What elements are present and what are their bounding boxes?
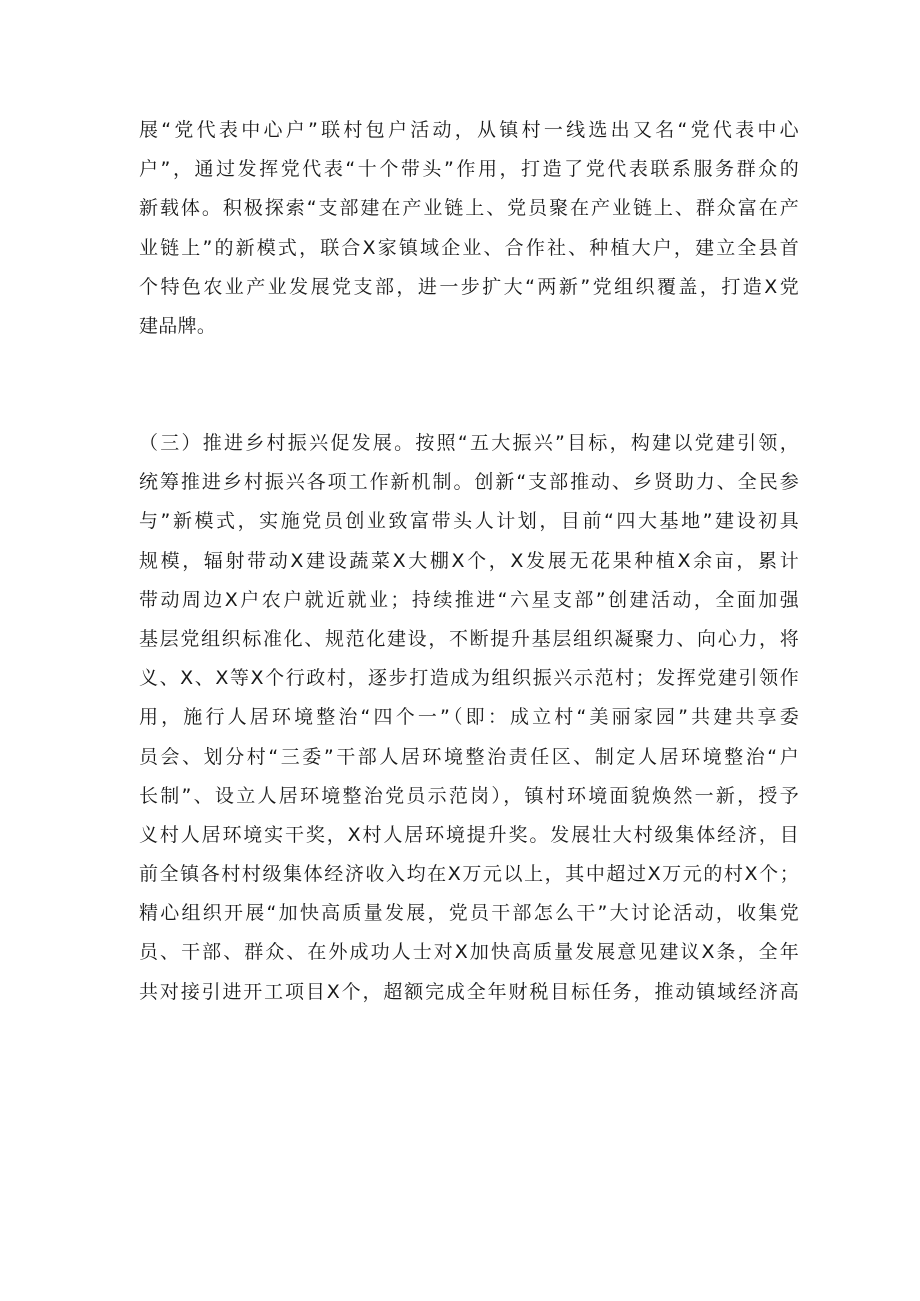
text-line: （三）推进乡村振兴促发展。按照“五大振兴”目标，构建以党建引领， bbox=[139, 432, 799, 454]
text-line: 基层党组织标准化、规范化建设，不断提升基层组织凝聚力、向心力，将 bbox=[139, 627, 799, 650]
text-line: 统筹推进乡村振兴各项工作新机制。创新“支部推动、乡贤助力、全民参 bbox=[139, 471, 799, 494]
text-line: 新载体。积极探索“支部建在产业链上、党员聚在产业链上、群众富在产 bbox=[139, 197, 799, 220]
text-line: 长制”、设立人居环境整治党员示范岗），镇村环境面貌焕然一新，授予 bbox=[139, 784, 799, 807]
text-line: 规模，辐射带动X建设蔬菜X大棚X个，X发展无花果种植X余亩，累计 bbox=[139, 549, 799, 572]
text-line: 展“党代表中心户”联村包户活动，从镇村一线选出又名“党代表中心 bbox=[139, 119, 799, 141]
text-line: 义村人居环境实干奖，X村人居环境提升奖。发展壮大村级集体经济，目 bbox=[139, 823, 799, 846]
text-line: 带动周边X户农户就近就业；持续推进“六星支部”创建活动，全面加强 bbox=[139, 588, 799, 611]
paragraph-party-representative bbox=[139, 111, 799, 346]
text-line: 业链上”的新模式，联合X家镇域企业、合作社、种植大户，建立全县首 bbox=[139, 236, 799, 259]
text-line: 建品牌。 bbox=[139, 314, 217, 337]
text-line: 共对接引进开工项目X个，超额完成全年财税目标任务，推动镇域经济高 bbox=[139, 980, 799, 1003]
text-line: 义、X、X等X个行政村，逐步打造成为组织振兴示范村；发挥党建引领作 bbox=[139, 667, 799, 690]
text-line: 员会、划分村“三委”干部人居环境整治责任区、制定人居环境整治“户 bbox=[139, 745, 799, 768]
text-line: 精心组织开展“加快高质量发展，党员干部怎么干”大讨论活动，收集党 bbox=[139, 902, 799, 925]
text-line: 前全镇各村村级集体经济收入均在X万元以上，其中超过X万元的村X个； bbox=[139, 863, 799, 886]
text-line: 户”，通过发挥党代表“十个带头”作用，打造了党代表联系服务群众的 bbox=[139, 158, 799, 181]
text-line: 用，施行人居环境整治“四个一”（即：成立村“美丽家园”共建共享委 bbox=[139, 706, 799, 729]
text-line: 员、干部、群众、在外成功人士对X加快高质量发展意见建议X条，全年 bbox=[139, 941, 799, 964]
text-line: 与”新模式，实施党员创业致富带头人计划，目前“四大基地”建设初具 bbox=[139, 510, 799, 533]
paragraph-rural-revitalization bbox=[139, 424, 799, 1012]
text-line: 个特色农业产业发展党支部，进一步扩大“两新”党组织覆盖，打造X党 bbox=[139, 275, 799, 298]
